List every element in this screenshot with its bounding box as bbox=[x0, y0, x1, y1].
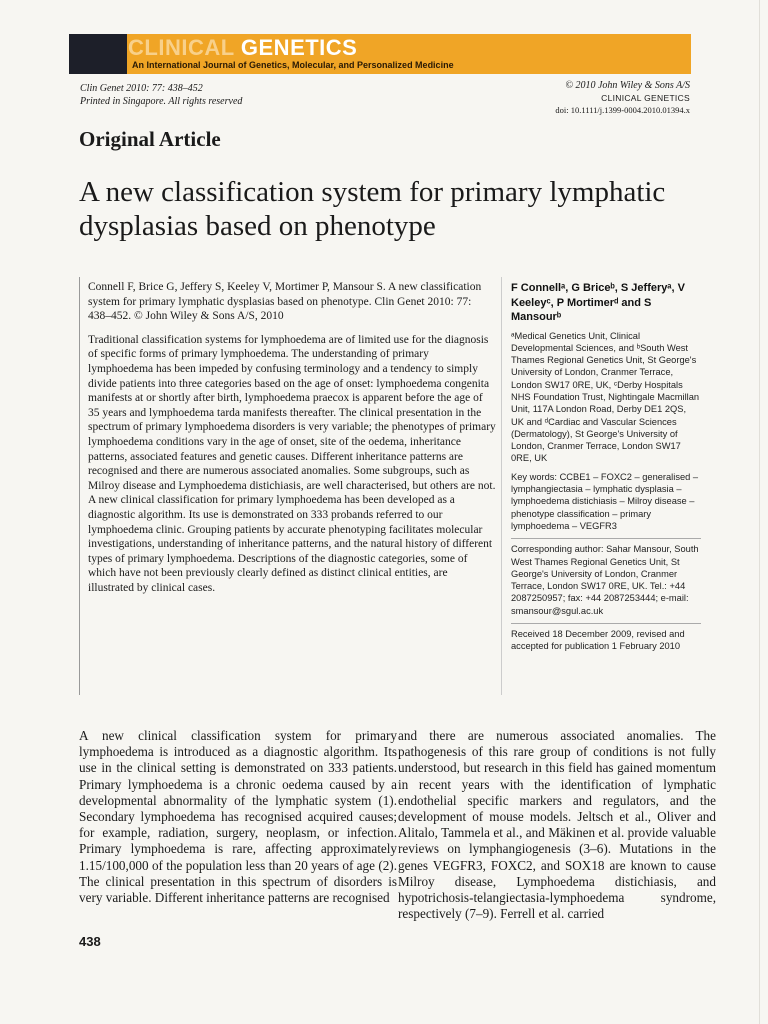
abstract-left-rule bbox=[79, 277, 80, 695]
abstract-citation: Connell F, Brice G, Jeffery S, Keeley V, Mortimer P, Mansour S. A new classification system for primary lymphatic dysplasias based on phenotype. Clin Genet 2010: 77: 438–452. © John Wiley & Sons A/S, 2010 bbox=[88, 281, 482, 323]
author-list: F Connellᵃ, G Briceᵇ, S Jefferyᵃ, V Keeleyᶜ, P Mortimerᵈ and S Mansourᵇ bbox=[511, 282, 685, 323]
abstract-column-divider bbox=[501, 277, 502, 695]
sidebar-divider bbox=[511, 538, 701, 539]
copyright-line: © 2010 John Wiley & Sons A/S bbox=[565, 80, 690, 91]
body-column-left: A new clinical classification system for primary lymphoedema is introduced as a diagnostic algorithm. Its use in the clinical setting is demonstrated on 333 patients. Primary lymphoedema is a chronic oedema caused by a developmental abnormality of the lymphatic system (1). Secondary lymphoedema has recognised acquired causes; for example, radiation, surgery, neoplasm, or infection. Primary lymphoedema is rare, affecting approximately 1.15/100,000 of the population less than 20 years of age (2). The clinical presentation in this spectrum of disorders is very variable. Different inheritance patterns are recognised bbox=[79, 728, 397, 906]
citation-left bbox=[80, 82, 242, 108]
affiliations: ᵃMedical Genetics Unit, Clinical Developmental Sciences, and ᵇSouth West Thames Regional Genetics Unit, St George's University of London, Cranmer Terrace, London SW17 0RE, UK, ᶜDerby Hospitals NHS Foundation Trust, Nightingale Macmillan Unit, 117A London Road, Derby DE1 2QS, UK and ᵈCardiac and Vascular Sciences (Dermatology), St George's University of London, Cranmer Terrace, London SW17 0RE, UK bbox=[511, 330, 700, 464]
journal-name-line: CLINICAL GENETICS bbox=[601, 93, 690, 103]
page-edge-line bbox=[759, 0, 760, 1024]
journal-subtitle: An International Journal of Genetics, Molecular, and Personalized Medicine bbox=[132, 60, 454, 70]
article-title: A new classification system for primary lymphatic dysplasias based on phenotype bbox=[79, 176, 666, 242]
citation-left-line1: Clin Genet 2010: 77: 438–452 bbox=[80, 83, 203, 94]
abstract bbox=[88, 280, 496, 595]
abstract-body: Traditional classification systems for lymphoedema are of limited use for the diagnosis of specific forms of primary lymphoedema. The understanding of primary lymphoedema has been impeded by confusing terminology and a tendency to simply divide patients into three categories based on the age of onset: lymphoedema congenita manifests at or shortly after birth, lymphoedema praecox is apparent before the age of 35 years and lymphoedema tarda manifests thereafter. The clinical presentation in the spectrum of primary lymphoedema disorders is very variable; the phenotypes of primary lymphoedema conditions vary in the age of onset, site of the oedema, inheritance patterns, associated features and genetic causes. Different inheritance patterns are recognised and there are numerous associated anomalies. Some subgroups, such as Milroy disease and Lymphoedema distichiasis, are well characterised, but others are not. A new clinical classification for primary lymphoedema has been developed as a diagnostic algorithm. Its use is demonstrated on 333 probands referred to our lymphoedema clinic. Grouping patients by accurate phenotyping facilitates molecular investigations, understanding of inheritance patterns, and the natural history of different types of primary lymphoedema. Descriptions of the diagnostic categories, some of which have not been previously clearly defined as distinct clinical entities, are illustrated by clinical cases. bbox=[88, 333, 496, 594]
citation-right bbox=[555, 80, 690, 116]
page-number: 438 bbox=[79, 934, 101, 949]
sidebar-divider bbox=[511, 623, 701, 624]
doi-line: doi: 10.1111/j.1399-0004.2010.01394.x bbox=[555, 105, 690, 115]
correspondence: Corresponding author: Sahar Mansour, South West Thames Regional Genetics Unit, St George's University of London, Cranmer Terrace, London SW17 0RE, UK. Tel.: +44 2087250957; fax: +44 2087253444; e-mail: smansour@sgul.ac.uk bbox=[511, 544, 699, 616]
keywords: Key words: CCBE1 – FOXC2 – generalised – lymphangiectasia – lymphatic dysplasia – lymphoedema distichiasis – Milroy disease – phenotype classification – primary lymphoedema – VEGFR3 bbox=[511, 471, 699, 531]
author-sidebar bbox=[511, 281, 701, 653]
journal-banner-dark-block bbox=[69, 34, 127, 74]
journal-title bbox=[128, 36, 357, 60]
article-type: Original Article bbox=[79, 127, 221, 151]
citation-left-line2: Printed in Singapore. All rights reserved bbox=[80, 96, 243, 107]
journal-title-part2: GENETICS bbox=[240, 35, 358, 60]
body-column-right: and there are numerous associated anomalies. The pathogenesis of this rare group of conditions is not fully understood, but research in this field has gained momentum in recent years with the identification of lymphatic endothelial specific markers and regulators, and the development of mouse models. Jeltsch et al., Oliver and Alitalo, Tammela et al., and Mäkinen et al. provide valuable reviews on lymphangiogenesis (3–6). Mutations in the genes VEGFR3, FOXC2, and SOX18 are known to cause Milroy disease, Lymphoedema distichiasis, and hypotrichosis-telangiectasia-lymphoedema syndrome, respectively (7–9). Ferrell et al. carried bbox=[398, 728, 716, 922]
journal-title-part1: CLINICAL bbox=[128, 35, 235, 60]
received-dates: Received 18 December 2009, revised and accepted for publication 1 February 2010 bbox=[511, 629, 685, 652]
